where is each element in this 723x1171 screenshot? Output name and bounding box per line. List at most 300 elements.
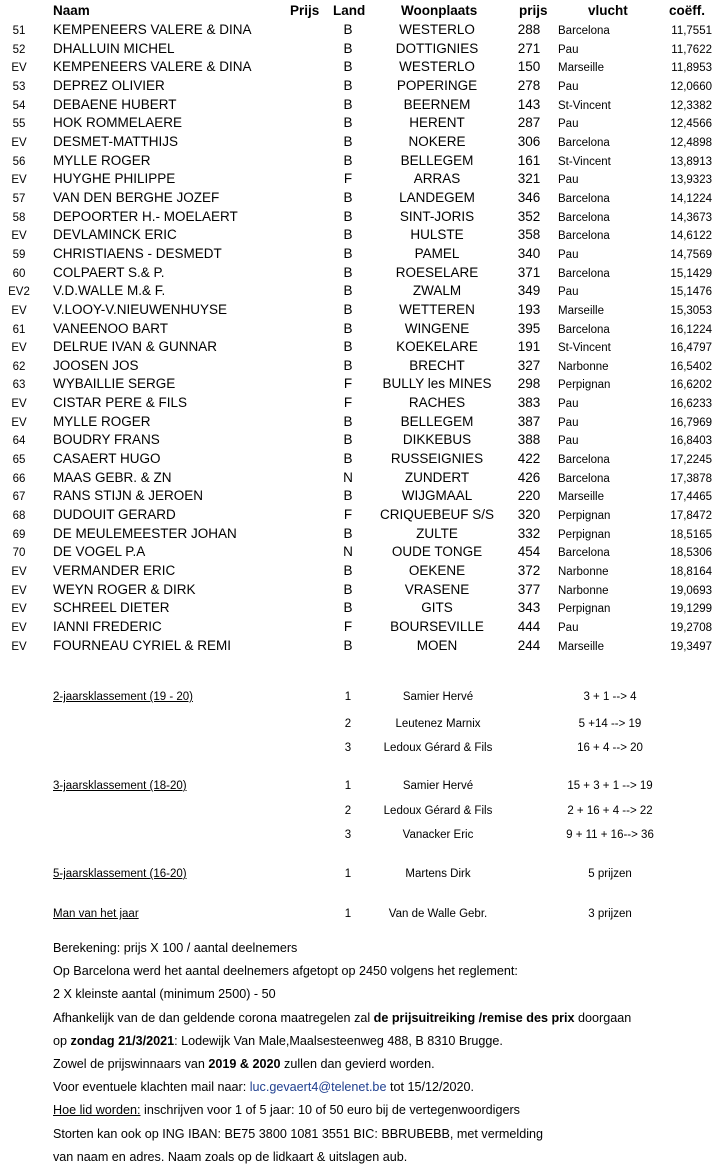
table-row <box>0 449 723 468</box>
entry-name: Ledoux Gérard & Fils <box>383 742 493 754</box>
vlucht-cell: Perpignan <box>558 528 611 541</box>
rank-cell: 55 <box>12 118 26 131</box>
land-cell: B <box>343 581 353 597</box>
entry-rank: 1 <box>344 691 352 703</box>
vlucht-cell: Barcelona <box>558 211 610 224</box>
coeff-cell: 16,8403 <box>670 435 712 448</box>
prijs-cell: 320 <box>517 507 541 523</box>
table-row <box>0 169 723 188</box>
name-cell: MYLLE ROGER <box>53 413 151 429</box>
city-cell: DOTTIGNIES <box>395 40 479 56</box>
prijs-cell: 387 <box>517 413 541 429</box>
entry-rank: 1 <box>344 868 352 880</box>
table-row <box>0 132 723 151</box>
table-row <box>0 617 723 636</box>
coeff-cell: 17,2245 <box>670 454 712 467</box>
city-cell: BELLEGEM <box>400 152 474 168</box>
entry-result: 3 + 1 --> 4 <box>583 691 637 703</box>
table-row <box>0 337 723 356</box>
note-years: Zowel de prijswinnaars van 2019 & 2020 zullen dan gevierd worden. <box>53 1056 435 1071</box>
table-row <box>0 151 723 170</box>
prijs-cell: 161 <box>517 152 541 168</box>
city-cell: ZWALM <box>412 283 462 299</box>
coeff-cell: 11,8953 <box>671 62 712 75</box>
header-coeff: coëff. <box>669 3 706 18</box>
table-row <box>0 542 723 561</box>
city-cell: BELLEGEM <box>400 413 474 429</box>
table-row <box>0 412 723 431</box>
entry-rank: 2 <box>344 718 352 730</box>
city-cell: ARRAS <box>413 171 461 187</box>
vlucht-cell: Barcelona <box>558 547 610 560</box>
vlucht-cell: Barcelona <box>558 192 610 205</box>
vlucht-cell: St-Vincent <box>558 155 611 168</box>
entry-name: Martens Dirk <box>405 868 471 880</box>
prize-ceremony-text: de prijsuitreiking /remise des prix <box>373 1010 575 1025</box>
table-row <box>0 39 723 58</box>
note-name: van naam en adres. Naam zoals op de lidkaart & uitslagen aub. <box>53 1149 408 1164</box>
header-naam: Naam <box>53 3 90 18</box>
note-date: op zondag 21/3/2021: Lodewijk Van Male,Maalsesteenweg 488, B 8310 Brugge. <box>53 1033 503 1048</box>
vlucht-cell: Pau <box>558 398 579 411</box>
land-cell: B <box>343 357 353 373</box>
vlucht-cell: Barcelona <box>558 323 610 336</box>
land-cell: B <box>343 96 353 112</box>
city-cell: ZULTE <box>416 525 458 541</box>
entry-result: 5 +14 --> 19 <box>578 718 642 730</box>
land-cell: N <box>343 544 353 560</box>
coeff-cell: 16,4797 <box>670 342 712 355</box>
vlucht-cell: St-Vincent <box>558 99 611 112</box>
rank-cell: 60 <box>12 267 26 280</box>
prijs-cell: 332 <box>517 525 541 541</box>
rank-cell: EV <box>11 398 27 411</box>
rank-cell: 54 <box>12 99 26 112</box>
vlucht-cell: Barcelona <box>558 25 610 37</box>
name-cell: V.LOOY-V.NIEUWENHUYSE <box>53 301 228 317</box>
land-cell: B <box>343 283 353 299</box>
prijs-cell: 377 <box>517 581 541 597</box>
table-row <box>0 430 723 449</box>
land-cell: B <box>343 264 353 280</box>
coeff-cell: 16,5402 <box>670 360 712 373</box>
vlucht-cell: Pau <box>558 80 579 93</box>
table-row <box>0 225 723 244</box>
city-cell: BRECHT <box>409 357 465 373</box>
celebrated-years: 2019 & 2020 <box>208 1056 281 1071</box>
name-cell: IANNI FREDERIC <box>53 619 162 634</box>
prijs-cell: 352 <box>517 208 541 224</box>
name-cell: VAN DEN BERGHE JOZEF <box>53 189 220 205</box>
rank-cell: EV <box>11 342 27 355</box>
name-cell: DELRUE IVAN & GUNNAR <box>53 339 218 355</box>
land-cell: B <box>343 208 353 224</box>
name-cell: KEMPENEERS VALERE & DINA <box>53 22 252 37</box>
city-cell: GITS <box>421 600 453 616</box>
classification-title: Man van het jaar <box>53 908 139 920</box>
land-cell: B <box>343 189 353 205</box>
city-cell: BOURSEVILLE <box>390 619 484 634</box>
entry-name: Leutenez Marnix <box>395 718 481 730</box>
vlucht-cell: Pau <box>558 286 579 299</box>
land-cell: B <box>343 301 353 317</box>
city-cell: HERENT <box>409 115 465 131</box>
name-cell: DESMET-MATTHIJS <box>53 133 179 149</box>
prijs-cell: 444 <box>517 619 541 634</box>
coeff-cell: 12,4566 <box>670 118 712 131</box>
rank-cell: 62 <box>12 360 26 373</box>
vlucht-cell: Barcelona <box>558 454 610 467</box>
classification-title: 3-jaarsklassement (18-20) <box>53 780 187 792</box>
land-cell: F <box>343 171 353 187</box>
prijs-cell: 346 <box>517 189 541 205</box>
prijs-cell: 244 <box>517 637 541 653</box>
vlucht-cell: Narbonne <box>558 360 609 373</box>
entry-result: 3 prijzen <box>588 908 632 920</box>
land-cell: B <box>343 525 353 541</box>
classification-title: 2-jaarsklassement (19 - 20) <box>53 691 193 703</box>
coeff-cell: 18,5165 <box>670 528 712 541</box>
name-cell: CHRISTIAENS - DESMEDT <box>53 245 222 261</box>
city-cell: CRIQUEBEUF S/S <box>379 507 495 523</box>
city-cell: WETTEREN <box>399 301 475 317</box>
vlucht-cell: Marseille <box>558 62 605 75</box>
prijs-cell: 143 <box>517 96 541 112</box>
table-row <box>0 374 723 393</box>
land-cell: B <box>343 451 353 467</box>
rank-cell: EV <box>11 230 27 243</box>
rank-cell: 56 <box>12 155 26 168</box>
rank-cell: 63 <box>12 379 26 392</box>
vlucht-cell: St-Vincent <box>558 342 611 355</box>
land-cell: B <box>343 488 353 504</box>
rank-cell: EV <box>11 62 27 75</box>
rank-cell: EV <box>11 603 27 616</box>
entry-rank: 2 <box>344 805 352 817</box>
rank-cell: 65 <box>12 454 26 467</box>
rank-cell: EV <box>11 566 27 579</box>
table-row <box>0 636 723 655</box>
prijs-cell: 454 <box>517 544 541 560</box>
land-cell: F <box>343 395 353 411</box>
prijs-cell: 372 <box>517 563 541 579</box>
land-cell: F <box>343 507 353 523</box>
city-cell: WINGENE <box>404 320 470 336</box>
prijs-cell: 327 <box>517 357 541 373</box>
city-cell: POPERINGE <box>396 77 478 93</box>
city-cell: MOEN <box>416 637 458 653</box>
name-cell: RANS STIJN & JEROEN <box>53 488 204 504</box>
notes <box>53 937 713 1169</box>
name-cell: MAAS GEBR. & ZN <box>53 469 172 485</box>
prijs-cell: 388 <box>517 432 541 448</box>
vlucht-cell: Marseille <box>558 304 605 317</box>
vlucht-cell: Barcelona <box>558 136 610 149</box>
name-cell: CASAERT HUGO <box>53 451 161 467</box>
rank-cell: 59 <box>12 248 26 261</box>
city-cell: BEERNEM <box>403 96 471 112</box>
land-cell: B <box>343 152 353 168</box>
rank-cell: 53 <box>12 80 26 93</box>
city-cell: KOEKELARE <box>396 339 478 355</box>
prijs-cell: 220 <box>517 488 541 504</box>
coeff-cell: 16,6233 <box>670 398 712 411</box>
membership-heading: Hoe lid worden: <box>53 1103 141 1118</box>
rank-cell: 58 <box>12 211 26 224</box>
table-row <box>0 57 723 76</box>
prijs-cell: 191 <box>517 339 541 355</box>
vlucht-cell: Pau <box>558 43 579 56</box>
city-cell: RACHES <box>408 395 466 411</box>
rank-cell: 70 <box>12 547 26 560</box>
table-row <box>0 524 723 543</box>
table-row <box>0 281 723 300</box>
table-row <box>0 207 723 226</box>
vlucht-cell: Pau <box>558 416 579 429</box>
note-barcelona: Op Barcelona werd het aantal deelnemers afgetopt op 2450 volgens het reglement: <box>53 964 518 979</box>
land-cell: B <box>343 413 353 429</box>
city-cell: WIJGMAAL <box>401 488 473 504</box>
city-cell: BULLY les MINES <box>382 376 492 392</box>
coeff-cell: 14,3673 <box>670 211 712 224</box>
classification-entry <box>0 908 723 932</box>
land-cell: B <box>343 245 353 261</box>
header-prijs-count: prijs <box>519 3 548 18</box>
name-cell: JOOSEN JOS <box>53 357 139 373</box>
city-cell: HULSTE <box>410 227 464 243</box>
entry-rank: 3 <box>344 829 352 841</box>
coeff-cell: 17,3878 <box>670 472 712 485</box>
rank-cell: EV <box>11 174 27 187</box>
entry-result: 16 + 4 --> 20 <box>577 742 643 754</box>
name-cell: DEPREZ OLIVIER <box>53 77 165 93</box>
city-cell: ROESELARE <box>395 264 479 280</box>
prijs-cell: 426 <box>517 469 541 485</box>
rank-cell: EV <box>11 622 27 634</box>
vlucht-cell: Narbonne <box>558 566 609 579</box>
vlucht-cell: Barcelona <box>558 267 610 280</box>
header-land: Land <box>333 3 366 18</box>
land-cell: B <box>343 637 353 653</box>
coeff-cell: 16,1224 <box>670 323 712 336</box>
coeff-cell: 12,3382 <box>670 99 712 112</box>
rank-cell: EV <box>11 640 27 653</box>
city-cell: OUDE TONGE <box>391 544 483 560</box>
land-cell: N <box>343 469 353 485</box>
coeff-cell: 16,7969 <box>670 416 712 429</box>
land-cell: B <box>343 227 353 243</box>
prijs-cell: 343 <box>517 600 541 616</box>
coeff-cell: 13,9323 <box>670 174 712 187</box>
entry-name: Samier Hervé <box>402 780 474 792</box>
vlucht-cell: Perpignan <box>558 603 611 616</box>
name-cell: DE MEULEMEESTER JOHAN <box>53 525 237 541</box>
prijs-cell: 340 <box>517 245 541 261</box>
rank-cell: 52 <box>12 43 26 56</box>
rank-cell: EV <box>11 136 27 149</box>
table-row <box>0 468 723 487</box>
table-row <box>0 20 723 39</box>
name-cell: FOURNEAU CYRIEL & REMI <box>53 637 232 653</box>
prijs-cell: 383 <box>517 395 541 411</box>
land-cell: B <box>343 339 353 355</box>
entry-rank: 1 <box>344 780 352 792</box>
classification-entry <box>0 829 723 853</box>
coeff-cell: 18,8164 <box>670 566 712 579</box>
city-cell: LANDEGEM <box>399 189 475 205</box>
table-row <box>0 598 723 617</box>
entry-name: Ledoux Gérard & Fils <box>383 805 493 817</box>
city-cell: VRASENE <box>404 581 470 597</box>
rank-cell: 64 <box>12 435 26 448</box>
ceremony-date: zondag 21/3/2021 <box>70 1033 175 1048</box>
coeff-cell: 13,8913 <box>670 155 712 168</box>
name-cell: VERMANDER ERIC <box>53 563 176 579</box>
coeff-cell: 15,1429 <box>670 267 712 280</box>
city-cell: RUSSEIGNIES <box>390 451 484 467</box>
land-cell: F <box>343 376 353 392</box>
prijs-cell: 395 <box>517 320 541 336</box>
coeff-cell: 17,4465 <box>670 491 712 504</box>
prijs-cell: 422 <box>517 451 541 467</box>
vlucht-cell: Barcelona <box>558 230 610 243</box>
coeff-cell: 19,0693 <box>670 584 712 597</box>
name-cell: DEBAENE HUBERT <box>53 96 177 112</box>
name-cell: DEPOORTER H.- MOELAERT <box>53 208 238 224</box>
prijs-cell: 150 <box>517 59 541 75</box>
table-row <box>0 113 723 132</box>
prijs-cell: 321 <box>517 171 541 187</box>
coeff-cell: 19,1299 <box>670 603 712 616</box>
coeff-cell: 19,2708 <box>670 622 712 634</box>
table-row <box>0 561 723 580</box>
note-corona: Afhankelijk van de dan geldende corona maatregelen zal de prijsuitreiking /remise des prix doorgaan <box>53 1010 632 1025</box>
coeff-cell: 11,7622 <box>671 43 712 56</box>
prijs-cell: 193 <box>517 301 541 317</box>
coeff-cell: 12,4898 <box>670 136 712 149</box>
classification-entry <box>0 805 723 829</box>
classification-entry <box>0 718 723 742</box>
classification-entry <box>0 742 723 766</box>
name-cell: DUDOUIT GERARD <box>53 507 176 523</box>
table-row <box>0 76 723 95</box>
city-cell: WESTERLO <box>399 22 475 37</box>
rank-cell: EV2 <box>8 286 30 299</box>
vlucht-cell: Marseille <box>558 491 605 504</box>
name-cell: DE VOGEL P.A <box>53 544 146 560</box>
header-prijs: Prijs <box>290 3 320 18</box>
name-cell: CISTAR PERE & FILS <box>53 395 188 411</box>
results-table <box>0 20 723 654</box>
classification-title: 5-jaarsklassement (16-20) <box>53 868 187 880</box>
rank-cell: 51 <box>12 25 26 37</box>
classification-entry <box>0 780 723 804</box>
coeff-cell: 14,1224 <box>670 192 712 205</box>
city-cell: OEKENE <box>408 563 466 579</box>
header-woonplaats: Woonplaats <box>401 3 478 18</box>
coeff-cell: 17,8472 <box>670 510 712 523</box>
classification-entry <box>0 691 723 715</box>
rank-cell: EV <box>11 304 27 317</box>
table-row <box>0 356 723 375</box>
prijs-cell: 278 <box>517 77 541 93</box>
entry-result: 9 + 11 + 16--> 36 <box>566 829 654 841</box>
vlucht-cell: Perpignan <box>558 379 611 392</box>
vlucht-cell: Marseille <box>558 640 605 653</box>
rank-cell: 66 <box>12 472 26 485</box>
name-cell: DHALLUIN MICHEL <box>53 40 175 56</box>
table-row <box>0 486 723 505</box>
name-cell: VANEENOO BART <box>53 320 169 336</box>
rank-cell: 69 <box>12 528 26 541</box>
entry-name: Van de Walle Gebr. <box>388 908 488 920</box>
entry-result: 5 prijzen <box>588 868 632 880</box>
prijs-cell: 371 <box>517 264 541 280</box>
coeff-cell: 11,7551 <box>671 25 712 37</box>
coeff-cell: 15,3053 <box>670 304 712 317</box>
rank-cell: EV <box>11 416 27 429</box>
rank-cell: 68 <box>12 510 26 523</box>
rank-cell: 67 <box>12 491 26 504</box>
note-complaints: Voor eventuele klachten mail naar: luc.gevaert4@telenet.be tot 15/12/2020. <box>53 1080 474 1095</box>
city-cell: NOKERE <box>408 133 466 149</box>
rank-cell: 61 <box>12 323 26 336</box>
vlucht-cell: Barcelona <box>558 472 610 485</box>
table-row <box>0 263 723 282</box>
land-cell: B <box>343 59 353 75</box>
name-cell: HOK ROMMELAERE <box>53 115 183 131</box>
name-cell: HUYGHE PHILIPPE <box>53 171 176 187</box>
rank-cell: 57 <box>12 192 26 205</box>
vlucht-cell: Pau <box>558 174 579 187</box>
land-cell: B <box>343 600 353 616</box>
prijs-cell: 349 <box>517 283 541 299</box>
coeff-cell: 18,5306 <box>670 547 712 560</box>
coeff-cell: 15,1476 <box>670 286 712 299</box>
prijs-cell: 306 <box>517 133 541 149</box>
coeff-cell: 14,6122 <box>670 230 712 243</box>
entry-rank: 1 <box>344 908 352 920</box>
name-cell: BOUDRY FRANS <box>53 432 160 448</box>
note-bank: Storten kan ook op ING IBAN: BE75 3800 1081 3551 BIC: BBRUBEBB, met vermelding <box>53 1126 544 1141</box>
table-row <box>0 95 723 114</box>
rank-cell: EV <box>11 584 27 597</box>
land-cell: B <box>343 22 353 37</box>
name-cell: MYLLE ROGER <box>53 152 151 168</box>
land-cell: B <box>343 133 353 149</box>
email-link[interactable]: luc.gevaert4@telenet.be <box>249 1080 387 1095</box>
name-cell: WYBAILLIE SERGE <box>53 376 176 392</box>
table-row <box>0 300 723 319</box>
land-cell: B <box>343 320 353 336</box>
coeff-cell: 16,6202 <box>670 379 712 392</box>
vlucht-cell: Perpignan <box>558 510 611 523</box>
vlucht-cell: Pau <box>558 118 579 131</box>
vlucht-cell: Pau <box>558 622 579 634</box>
vlucht-cell: Pau <box>558 248 579 261</box>
city-cell: PAMEL <box>414 245 460 261</box>
city-cell: SINT-JORIS <box>399 208 475 224</box>
city-cell: ZUNDERT <box>404 469 470 485</box>
note-calculation: Berekening: prijs X 100 / aantal deelnemers <box>53 941 298 955</box>
entry-rank: 3 <box>344 742 352 754</box>
entry-result: 15 + 3 + 1 --> 19 <box>567 780 653 792</box>
table-row <box>0 580 723 599</box>
land-cell: B <box>343 77 353 93</box>
vlucht-cell: Pau <box>558 435 579 448</box>
vlucht-cell: Narbonne <box>558 584 609 597</box>
coeff-cell: 14,7569 <box>670 248 712 261</box>
